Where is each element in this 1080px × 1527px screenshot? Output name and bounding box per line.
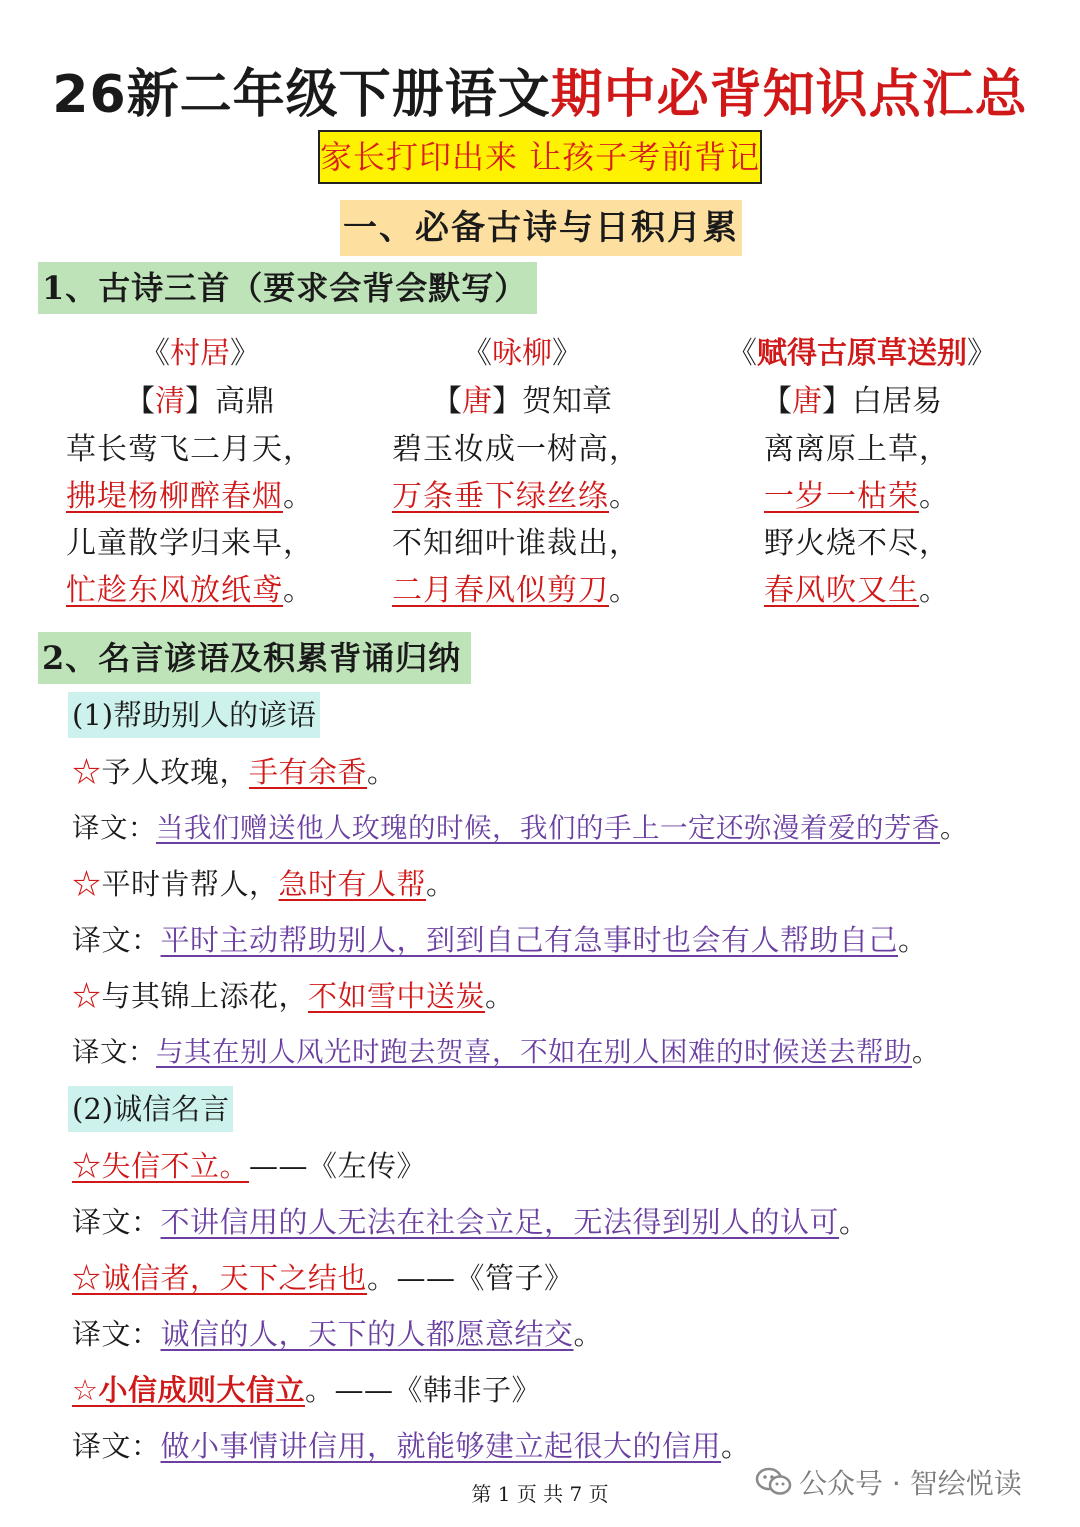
poem-line: 碧玉妆成一树高，: [392, 432, 640, 467]
translation-text: 与其在别人风光时跑去贺喜，不如在别人困难的时候送去帮助: [156, 1036, 912, 1068]
poem-line: 离离原上草，: [764, 432, 950, 467]
poem-line: 儿童散学归来早，: [66, 526, 314, 561]
watermark-text: 公众号 · 智绘悦读: [799, 1467, 1022, 1500]
translation-label: 译文：: [72, 1205, 161, 1239]
poem-line: 野火烧不尽，: [764, 526, 950, 561]
heading-poems: 1、古诗三首（要求会背会默写）: [38, 262, 537, 314]
poem-title-text: 村居: [170, 336, 230, 371]
poem-title-text: 赋得古原草送别: [757, 336, 967, 371]
poem-author: 【唐】白居易: [762, 384, 942, 419]
quote-source: 。——《管子》: [367, 1261, 574, 1295]
translation-label: 译文：: [72, 923, 161, 957]
period: 。: [919, 573, 950, 608]
translation: [72, 915, 928, 965]
quote-body: 诚信者，天下之结也: [101, 1261, 368, 1295]
poem-author: 【清】高鼎: [125, 384, 275, 419]
translation-text: 当我们赠送他人玫瑰的时候，我们的手上一定还弥漫着爱的芳香: [156, 812, 940, 844]
period: 。: [839, 1205, 869, 1239]
poem-dynasty: 清: [155, 384, 185, 419]
star-icon: ☆: [72, 755, 102, 789]
saying: [72, 747, 397, 797]
period: 。: [609, 479, 640, 514]
period: 。: [573, 1317, 604, 1351]
poem-line: [66, 567, 380, 614]
section-heading-1: 一、必备古诗与日积月累: [340, 200, 742, 256]
poem-line: 草长莺飞二月天，: [66, 432, 314, 467]
star-icon: ☆: [72, 979, 102, 1013]
page-title: [0, 52, 1080, 127]
poem-line: [392, 567, 702, 614]
star-icon: ☆: [72, 1373, 99, 1407]
period: 。: [919, 479, 950, 514]
poem-2: [342, 330, 702, 614]
star-icon: ☆: [72, 1261, 102, 1295]
saying: [72, 859, 456, 909]
poem-line-highlight: 一岁一枯荣: [764, 479, 919, 514]
quote: [72, 1365, 541, 1415]
quote: [72, 1253, 574, 1303]
poem-line-highlight: 忙趁东风放纸鸢: [66, 573, 283, 608]
quote-body: 失信不立。: [101, 1149, 250, 1183]
period: 。: [898, 923, 928, 957]
translation-text: 平时主动帮助别人，到到自己有急事时也会有人帮助自己: [160, 923, 899, 957]
quote-source: ——《左传》: [249, 1149, 427, 1183]
wechat-icon: [755, 1466, 793, 1505]
period: 。: [940, 812, 968, 844]
poem-line-highlight: 万条垂下绿丝绦: [392, 479, 609, 514]
saying-first: 予人玫瑰，: [101, 755, 250, 789]
saying-highlight: 手有余香: [249, 755, 368, 789]
page-number: 第 1 页 共 7 页: [471, 1482, 609, 1506]
period: 。: [485, 979, 515, 1013]
star-icon: ☆: [72, 1149, 102, 1183]
poem-title: 《咏柳》: [462, 336, 582, 371]
heading-sayings: 2、名言谚语及积累背诵归纳: [38, 632, 471, 684]
translation-text: 做小事情讲信用，就能够建立起很大的信用: [160, 1429, 722, 1463]
translation-text: 不讲信用的人无法在社会立足，无法得到别人的认可: [160, 1205, 840, 1239]
quote: [72, 1141, 426, 1191]
saying-first: 平时肯帮人，: [101, 867, 279, 901]
poem-line: [66, 473, 380, 520]
period: 。: [912, 1036, 940, 1068]
poem-3: [692, 330, 1032, 614]
subtitle-banner: 家长打印出来 让孩子考前背记: [318, 130, 762, 184]
poem-line-highlight: 春风吹又生: [764, 573, 919, 608]
poem-line: [764, 567, 1032, 614]
subheading-honesty: (2)诚信名言: [68, 1086, 233, 1132]
translation-label: 译文：: [72, 812, 156, 844]
translation: [72, 1421, 751, 1471]
translation-label: 译文：: [72, 1036, 156, 1068]
translation-text: 诚信的人，天下的人都愿意结交: [160, 1317, 574, 1351]
poem-line: [764, 473, 1032, 520]
poem-dynasty: 唐: [462, 384, 492, 419]
quote-text: [72, 1373, 305, 1407]
poem-title-text: 咏柳: [492, 336, 552, 371]
poem-line: [392, 473, 702, 520]
period: 。: [609, 573, 640, 608]
star-icon: ☆: [72, 867, 102, 901]
subheading-helping: (1)帮助别人的谚语: [68, 692, 320, 738]
poem-title: 《村居》: [140, 336, 260, 371]
quote-body: 小信成则大信立: [98, 1373, 306, 1407]
poem-author: 【唐】贺知章: [432, 384, 612, 419]
title-part2: 期中必背知识点汇总: [550, 65, 1028, 125]
translation: [72, 1027, 940, 1077]
poem-1: [20, 330, 380, 614]
poem-title: 《赋得古原草送别》: [727, 336, 997, 371]
saying-first: 与其锦上添花，: [101, 979, 309, 1013]
saying-highlight: 急时有人帮: [278, 867, 427, 901]
poem-author-name: 白居易: [852, 384, 942, 419]
poem-line: 不知细叶谁裁出，: [392, 526, 640, 561]
period: 。: [721, 1429, 751, 1463]
translation: [72, 803, 968, 853]
poem-line-highlight: 二月春风似剪刀: [392, 573, 609, 608]
period: 。: [426, 867, 456, 901]
title-part1: 26新二年级下册语文: [52, 65, 551, 125]
translation-label: 译文：: [72, 1429, 161, 1463]
saying-highlight: 不如雪中送炭: [308, 979, 486, 1013]
quote-text: [72, 1149, 249, 1183]
watermark: [755, 1462, 1022, 1505]
period: 。: [283, 573, 314, 608]
translation-label: 译文：: [72, 1317, 161, 1351]
poem-line-highlight: 拂堤杨柳醉春烟: [66, 479, 283, 514]
quote-text: [72, 1261, 367, 1295]
period: 。: [367, 755, 397, 789]
poem-author-name: 贺知章: [522, 384, 612, 419]
translation: [72, 1197, 869, 1247]
period: 。: [283, 479, 314, 514]
poem-author-name: 高鼎: [215, 384, 275, 419]
translation: [72, 1309, 603, 1359]
saying: [72, 971, 515, 1021]
quote-source: 。——《韩非子》: [305, 1373, 542, 1407]
poem-dynasty: 唐: [792, 384, 822, 419]
